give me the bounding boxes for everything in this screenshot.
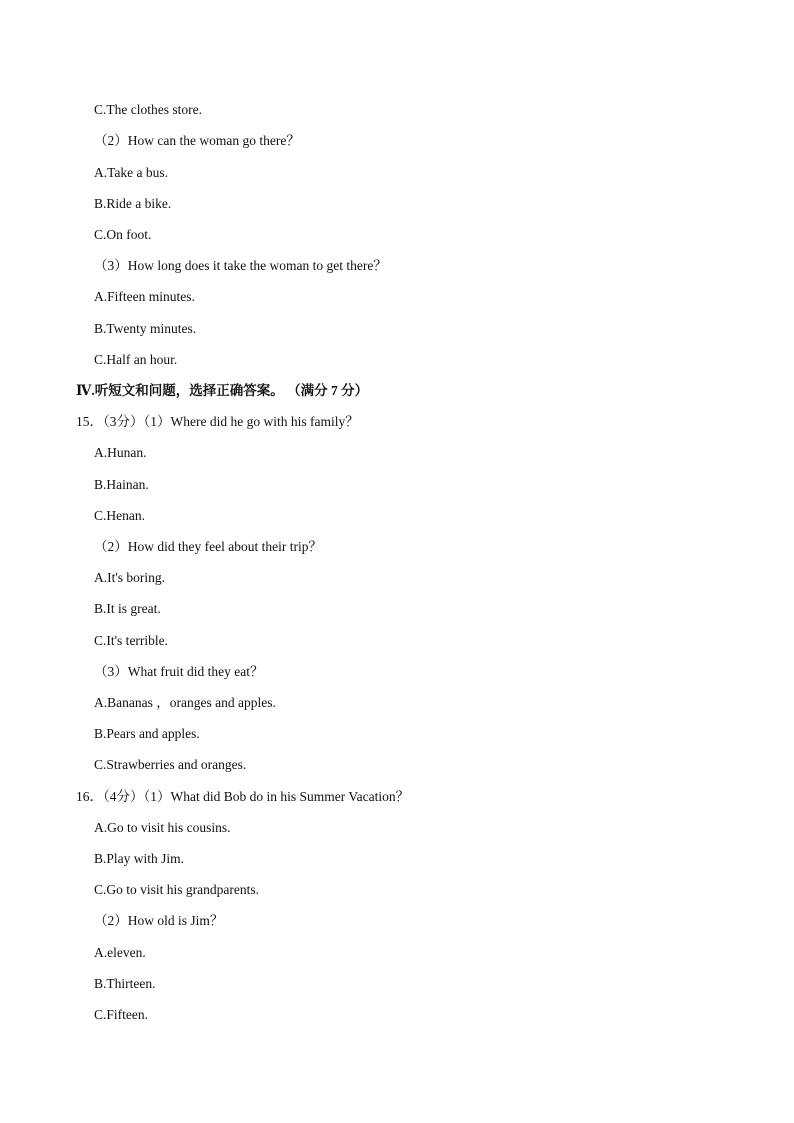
option-line: C.It's terrible.: [94, 633, 169, 648]
option-line: A.Take a bus.: [94, 165, 169, 180]
option-line: A.Hunan.: [94, 445, 147, 460]
option-line: A.Bananas ，oranges and apples.: [94, 695, 276, 710]
option-line: B.Hainan.: [94, 477, 149, 492]
question-16: 16．（4分）（1）What did Bob do in his Summer Vacation？: [76, 789, 410, 804]
question-15: 15．（3分）（1）Where did he go with his family？: [76, 414, 359, 429]
option-line: A.Go to visit his cousins.: [94, 820, 231, 835]
option-line: C.Half an hour.: [94, 352, 178, 367]
sub-question: （3）How long does it take the woman to get there？: [94, 258, 387, 273]
option-line: C.On foot.: [94, 227, 152, 242]
option-line: A.It's boring.: [94, 570, 166, 585]
option-line: B.It is great.: [94, 601, 161, 616]
option-line: B.Pears and apples.: [94, 726, 200, 741]
sub-question: （2）How did they feel about their trip？: [94, 539, 322, 554]
option-line: B.Ride a bike.: [94, 196, 172, 211]
option-line: C.Go to visit his grandparents.: [94, 882, 259, 897]
section-heading: Ⅳ.听短文和问题，选择正确答案。 （满分 7 分）: [76, 383, 369, 398]
option-line: C.Henan.: [94, 508, 145, 523]
sub-question: （2）How can the woman go there？: [94, 133, 300, 148]
option-line: C.Fifteen.: [94, 1007, 148, 1022]
option-line: C.Strawberries and oranges.: [94, 757, 247, 772]
option-line: B.Thirteen.: [94, 976, 156, 991]
option-line: A.eleven.: [94, 945, 146, 960]
option-line: A.Fifteen minutes.: [94, 289, 195, 304]
option-line: B.Twenty minutes.: [94, 321, 197, 336]
sub-question: （3）What fruit did they eat？: [94, 664, 264, 679]
option-line: B.Play with Jim.: [94, 851, 185, 866]
option-line: C.The clothes store.: [94, 102, 202, 117]
sub-question: （2）How old is Jim？: [94, 913, 224, 928]
